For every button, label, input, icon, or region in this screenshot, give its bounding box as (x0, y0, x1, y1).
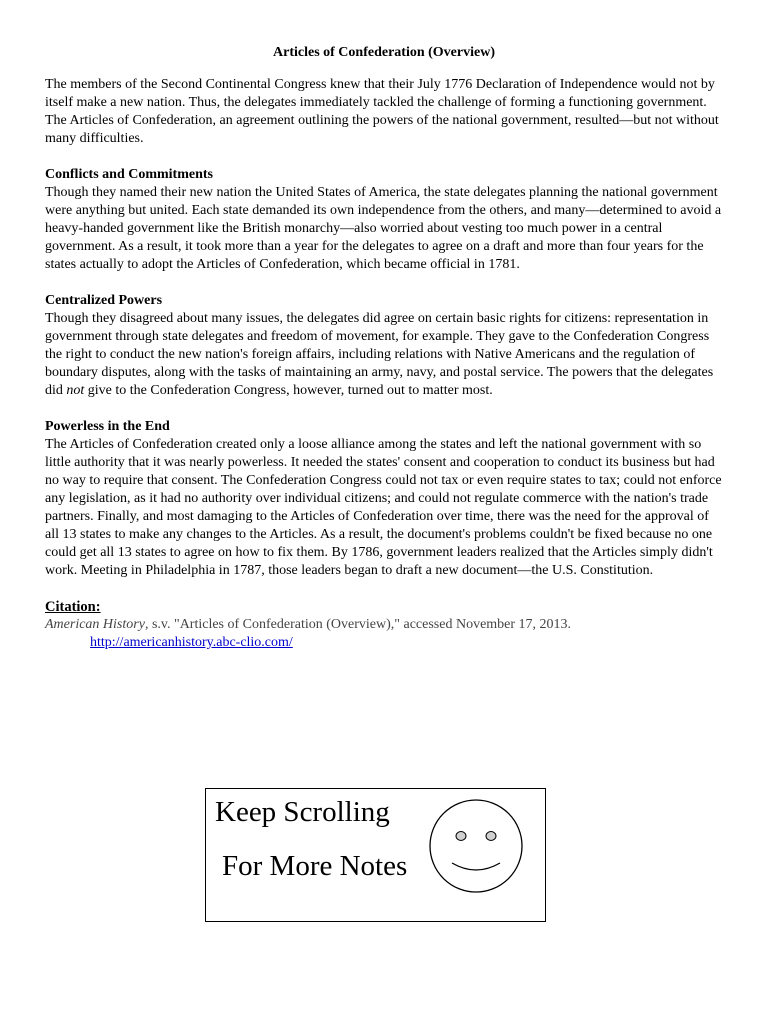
section-body-powerless: The Articles of Confederation created only a loose alliance among the states and left the national government with so little authority that it was nearly powerless. It needed the states' consent and cooperation to conduct its business but had no way to require that consent. The Confederation Congress could not tax or even require states to tax; could not enforce any legislation, as it had no authority over individual citizens; and could not regulate commerce with the nation's trade partners. Finally, and most damaging to the Articles of Confederation over time, there was the need for the approval of all 13 states to make any changes to the Articles. As a result, the document's problems couldn't be fixed because no one could get all 13 states to agree on how to fix them. By 1786, government leaders realized that the Articles simply didn't work. Meeting in Philadelphia in 1787, those leaders began to draft a new document—the U.S. Constitution. (45, 437, 722, 578)
citation-heading: Citation: (45, 599, 101, 615)
intro-paragraph: The members of the Second Continental Congress knew that their July 1776 Declaration of Independence would not by itself make a new nation. Thus, the delegates immediately tackled the challenge of forming a functioning government. The Articles of Confederation, an agreement outlining the powers of the national government, resulted—but not without many difficulties. (45, 77, 719, 146)
powers-text-before: Though they disagreed about many issues, the delegates did agree on certain basic rights for citizens: representation in government through state delegates and freedom of movement, for example. They gave to the Confederation Congress the right to conduct the new nation's foreign affairs, including relations with Native Americans and the regulation of boundary disputes, along with the tasks of maintaining an army, navy, and postal service. The powers that the delegates did (45, 311, 714, 398)
document-title: Articles of Confederation (Overview) (273, 45, 495, 60)
keep-scrolling-note (205, 788, 546, 922)
note-line-2: For More Notes (222, 850, 408, 882)
note-line-1: Keep Scrolling (215, 796, 390, 828)
powers-text-after: give to the Confederation Congress, however, turned out to matter most. (84, 383, 493, 398)
citation-link[interactable]: http://americanhistory.abc-clio.com/ (90, 635, 293, 650)
citation-source: American History (45, 617, 145, 632)
section-body-powers (45, 310, 723, 400)
powers-italic-word: not (66, 383, 85, 398)
section-heading-conflicts: Conflicts and Commitments (45, 167, 213, 182)
smiley-face-icon (428, 797, 524, 893)
section-body-conflicts: Though they named their new nation the United States of America, the state delegates planning the national government were anything but united. Each state demanded its own independence from the others, and many—determined to avoid a heavy-handed government like the British monarchy—also worried about vesting too much power in a central government. As a result, it took more than a year for the delegates to agree on a draft and more than four years for the states actually to adopt the Articles of Confederation, which became official in 1781. (45, 185, 722, 272)
document-page (45, 44, 723, 652)
citation-details: , s.v. "Articles of Confederation (Overview)," accessed November 17, 2013. (144, 617, 572, 632)
section-heading-powers: Centralized Powers (45, 293, 163, 308)
citation-text (45, 616, 723, 634)
section-heading-powerless: Powerless in the End (45, 419, 170, 434)
